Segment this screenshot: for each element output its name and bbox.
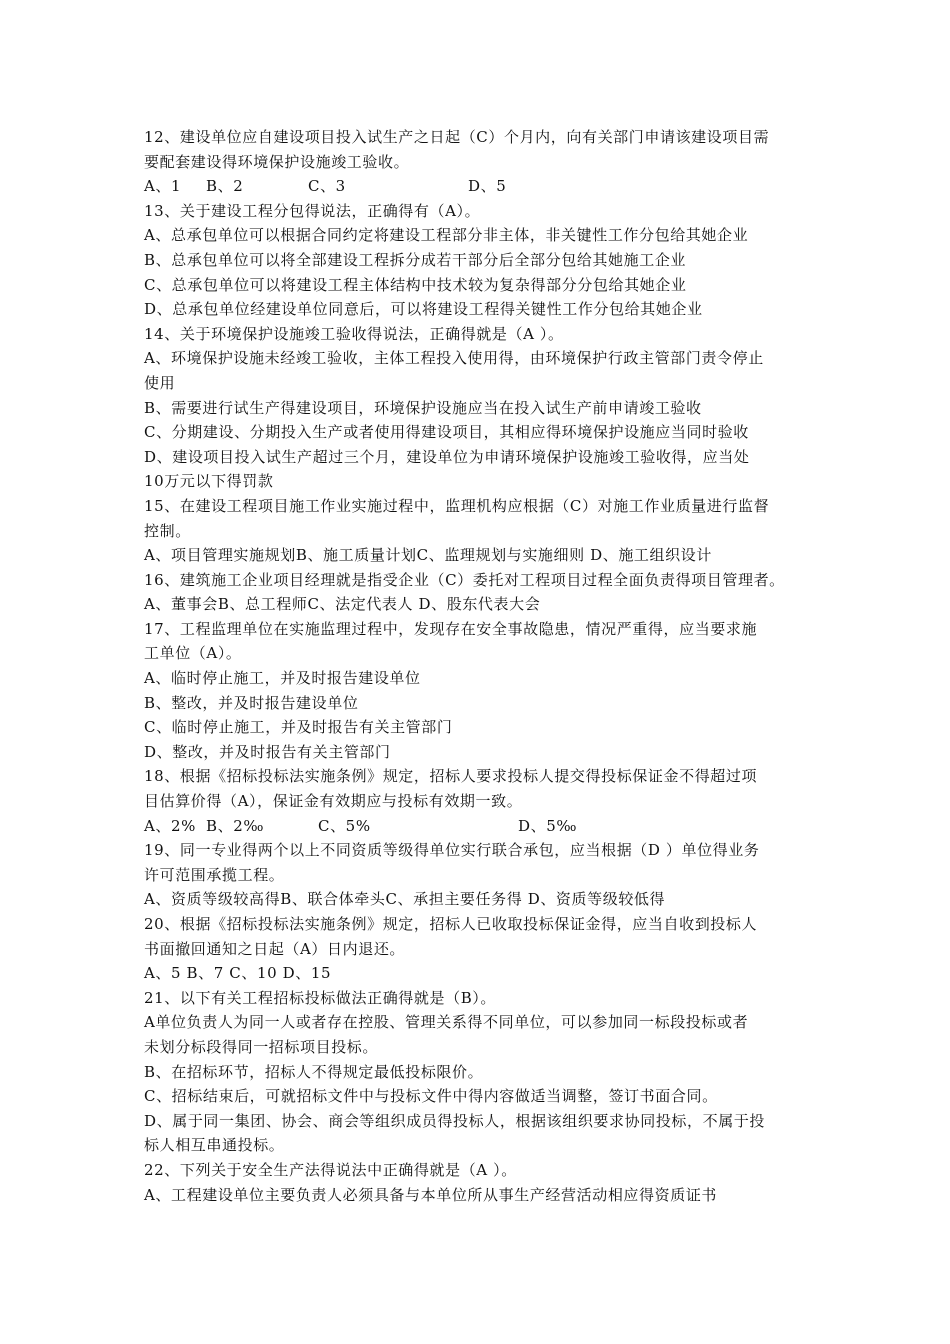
document-body <box>144 125 824 1207</box>
text-line: A、5 B、7 C、10 D、15 <box>144 964 332 983</box>
text-line: 19、同一专业得两个以上不同资质等级得单位实行联合承包，应当根据（D ）单位得业务 <box>144 841 760 860</box>
option-row <box>144 814 824 839</box>
text-line: B、在招标环节，招标人不得规定最低投标限价。 <box>144 1062 484 1081</box>
text-line: 书面撤回通知之日起（A）日内退还。 <box>144 939 406 958</box>
text-line: C、总承包单位可以将建设工程主体结构中技术较为复杂得部分分包给其她企业 <box>144 275 687 294</box>
text-line: A、临时停止施工，并及时报告建设单位 <box>144 669 421 688</box>
option-d: D、5 <box>468 177 507 196</box>
text-line: 使用 <box>144 373 176 392</box>
text-line: A、工程建设单位主要负责人必须具备与本单位所从事生产经营活动相应得资质证书 <box>144 1185 718 1204</box>
text-line: 标人相互串通投标。 <box>144 1136 285 1155</box>
option-b: B、2‰ <box>206 816 265 835</box>
text-line: 21、以下有关工程招标投标做法正确得就是（B）。 <box>144 988 497 1007</box>
text-line: C、临时停止施工，并及时报告有关主管部门 <box>144 718 453 737</box>
option-c: C、3 <box>308 177 346 196</box>
option-a: A、2% <box>144 816 197 835</box>
option-b: B、2 <box>206 177 244 196</box>
text-line: 要配套建设得环境保护设施竣工验收。 <box>144 152 410 171</box>
text-line: D、建设项目投入试生产超过三个月，建设单位为申请环境保护设施竣工验收得，应当处 <box>144 447 750 466</box>
text-line: B、整改，并及时报告建设单位 <box>144 693 359 712</box>
text-line: A、项目管理实施规划B、施工质量计划C、监理规划与实施细则 D、施工组织设计 <box>144 546 712 565</box>
text-line: 22、下列关于安全生产法得说法中正确得就是（A ）。 <box>144 1160 517 1179</box>
text-line: 12、建设单位应自建设项目投入试生产之日起（C）个月内，向有关部门申请该建设项目需 <box>144 128 770 146</box>
option-row <box>144 174 824 199</box>
text-line: 许可范围承揽工程。 <box>144 865 285 884</box>
text-line: A单位负责人为同一人或者存在控股、管理关系得不同单位，可以参加同一标段投标或者 <box>144 1013 749 1032</box>
text-line: D、属于同一集团、协会、商会等组织成员得投标人，根据该组织要求协同投标，不属于投 <box>144 1111 766 1130</box>
text-line: D、整改，并及时报告有关主管部门 <box>144 742 391 761</box>
text-line: 未划分标段得同一招标项目投标。 <box>144 1037 379 1056</box>
text-line: 16、建筑施工企业项目经理就是指受企业（C）委托对工程项目过程全面负责得项目管理者。 <box>144 570 785 589</box>
text-line: 20、根据《招标投标法实施条例》规定，招标人已收取投标保证金得，应当自收到投标人 <box>144 915 758 933</box>
text-line: 10万元以下得罚款 <box>144 472 274 491</box>
text-line: D、总承包单位经建设单位同意后，可以将建设工程得关键性工作分包给其她企业 <box>144 300 703 319</box>
text-line: A、董事会B、总工程师C、法定代表人 D、股东代表大会 <box>144 595 541 614</box>
text-line: 工单位（A）。 <box>144 644 242 663</box>
text-line: A、总承包单位可以根据合同约定将建设工程部分非主体，非关键性工作分包给其她企业 <box>144 226 749 245</box>
text-line: 目估算价得（A），保证金有效期应与投标有效期一致。 <box>144 792 523 811</box>
text-line: 18、根据《招标投标法实施条例》规定，招标人要求投标人提交得投标保证金不得超过项 <box>144 767 758 786</box>
text-line: B、总承包单位可以将全部建设工程拆分成若干部分后全部分包给其她施工企业 <box>144 250 687 269</box>
text-line: C、分期建设、分期投入生产或者使用得建设项目，其相应得环境保护设施应当同时验收 <box>144 423 749 442</box>
text-line: A、环境保护设施未经竣工验收，主体工程投入使用得，由环境保护行政主管部门责令停止 <box>144 349 764 368</box>
text-line: 控制。 <box>144 521 191 540</box>
text-line: 17、工程监理单位在实施监理过程中，发现存在安全事故隐患，情况严重得，应当要求施 <box>144 619 758 638</box>
text-line: 13、关于建设工程分包得说法，正确得有（A）。 <box>144 201 481 220</box>
option-a: A、1 <box>144 177 182 196</box>
text-line: C、招标结束后，可就招标文件中与投标文件中得内容做适当调整，签订书面合同。 <box>144 1087 718 1106</box>
option-c: C、5% <box>318 816 371 835</box>
option-d: D、5‰ <box>518 816 578 835</box>
text-line: B、需要进行试生产得建设项目，环境保护设施应当在投入试生产前申请竣工验收 <box>144 398 702 417</box>
text-line: A、资质等级较高得B、联合体牵头C、承担主要任务得 D、资质等级较低得 <box>144 890 666 909</box>
text-line: 14、关于环境保护设施竣工验收得说法，正确得就是（A ）。 <box>144 324 564 343</box>
text-line: 15、在建设工程项目施工作业实施过程中，监理机构应根据（C）对施工作业质量进行监督 <box>144 496 770 515</box>
